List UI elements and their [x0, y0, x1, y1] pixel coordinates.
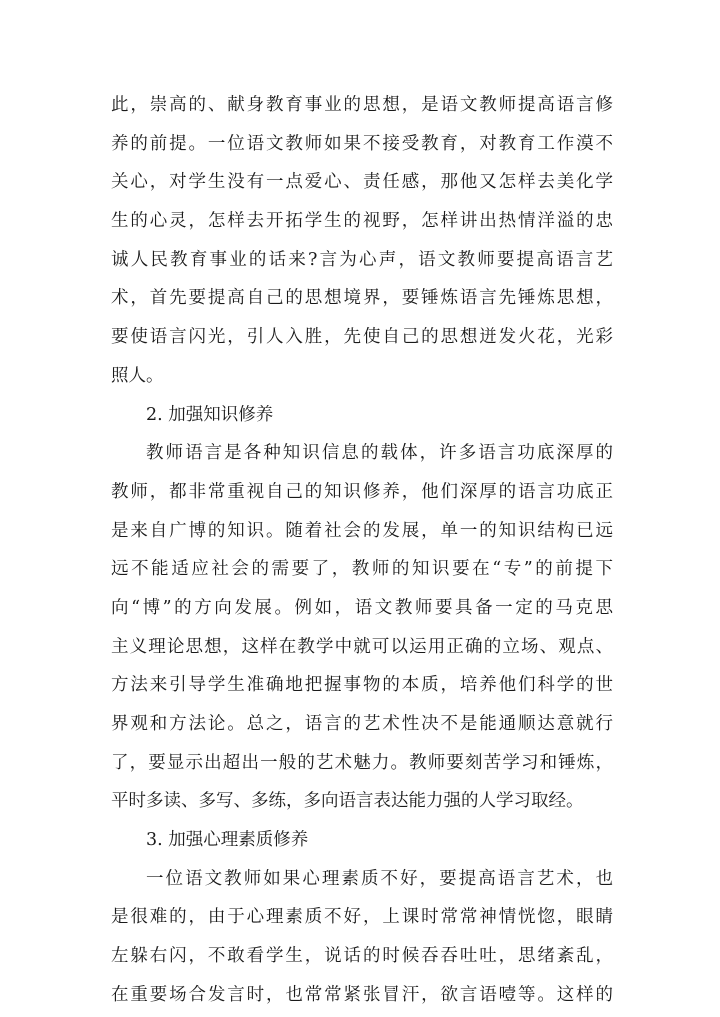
text-line: 术，首先要提高自己的思想境界，要锤炼语言先锤炼思想， [111, 288, 613, 309]
text-line: 生的心灵，怎样去开拓学生的视野，怎样讲出热情洋溢的忠 [111, 211, 613, 232]
text-line: 左躲右闪，不敢看学生，说话的时候吞吞吐吐，思绪紊乱， [111, 946, 613, 967]
text-line: 是来自广博的知识。随着社会的发展，单一的知识结构已远 [111, 520, 613, 541]
paragraph-first-line: 教师语言是各种知识信息的载体，许多语言功底深厚的 [146, 443, 613, 464]
text-line: 养的前提。一位语文教师如果不接受教育，对教育工作漠不 [111, 133, 613, 154]
text-line: 主义理论思想，这样在教学中就可以运用正确的立场、观点、 [111, 636, 613, 657]
text-line: 远不能适应社会的需要了，教师的知识要在“专”的前提下 [111, 559, 613, 580]
text-line: 在重要场合发言时，也常常紧张冒汗，欲言语噎等。这样的 [111, 984, 613, 1005]
section-heading: 3. 加强心理素质修养 [146, 830, 309, 851]
section-heading: 2. 加强知识修养 [146, 404, 274, 425]
text-line: 关心，对学生没有一点爱心、责任感，那他又怎样去美化学 [111, 172, 613, 193]
text-line: 要使语言闪光，引人入胜，先使自己的思想迸发火花，光彩 [111, 327, 613, 348]
text-line: 平时多读、多写、多练，多向语言表达能力强的人学习取经。 [111, 791, 584, 812]
text-line: 教师，都非常重视自己的知识修养，他们深厚的语言功底正 [111, 481, 613, 502]
paragraph-first-line: 一位语文教师如果心理素质不好，要提高语言艺术，也 [146, 868, 613, 889]
text-line: 向“博”的方向发展。例如，语文教师要具备一定的马克思 [111, 597, 613, 618]
text-line: 界观和方法论。总之，语言的艺术性决不是能通顺达意就行 [111, 714, 613, 734]
text-line: 此，崇高的、献身教育事业的思想，是语文教师提高语言修 [111, 95, 613, 115]
text-line: 照人。 [111, 365, 164, 386]
text-line: 方法来引导学生准确地把握事物的本质，培养他们科学的世 [111, 675, 613, 696]
text-line: 诚人民教育事业的话来?言为心声，语文教师要提高语言艺 [111, 249, 613, 270]
body-text [111, 86, 613, 1015]
text-line: 是很难的，由于心理素质不好，上课时常常神情恍惚，眼睛 [111, 907, 613, 928]
text-line: 了，要显示出超出一般的艺术魅力。教师要刻苦学习和锤炼， [111, 752, 613, 773]
